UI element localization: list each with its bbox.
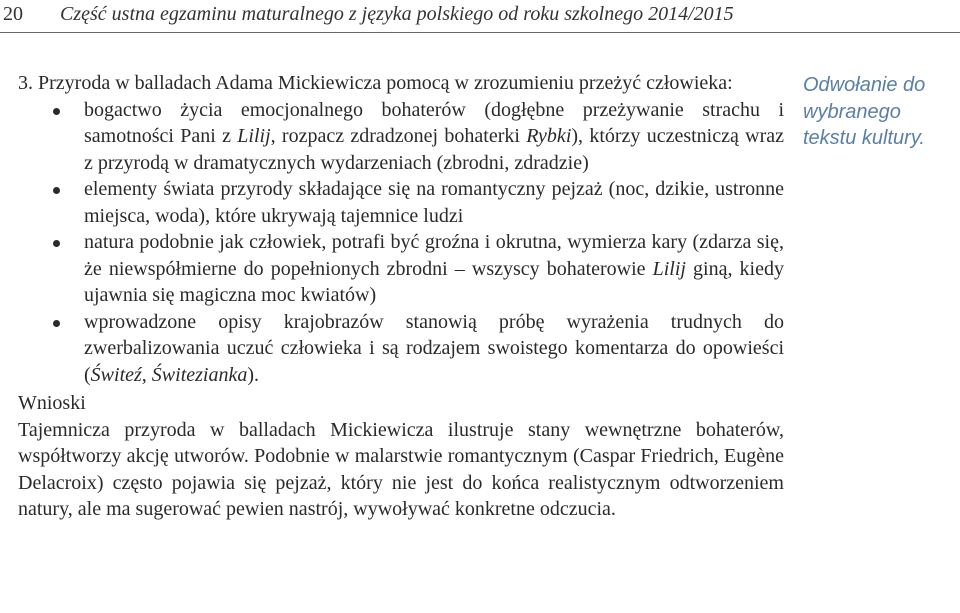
side-note-line: tekstu kultury. <box>803 127 925 149</box>
list-item <box>18 309 784 389</box>
conclusions-heading: Wnioski <box>18 392 86 414</box>
list-item <box>18 176 784 229</box>
side-note-line: wybranego <box>803 100 901 123</box>
conclusions-text: Tajemnicza przyroda w balladach Mickiewicza ilustruje stany wewnętrzne bohaterów, współtworzy akcję utworów. Podobnie w malarstwie romantycznym (Caspar Friedrich, Eugène Delacroix) często pojawia się pejzaż, który nie jest do końca realistycznym odtworzeniem natury, ale ma sugerować pewien nastrój, wywoływać konkretne odczucia. <box>18 418 784 520</box>
title-reference: Lilij <box>237 125 271 147</box>
point-text: , rozpacz zdradzonej bohaterki <box>270 125 527 147</box>
title-reference: Lilij <box>652 257 686 280</box>
header-rule <box>0 32 960 33</box>
bullet-icon <box>53 108 60 115</box>
points-list <box>18 97 784 389</box>
point-text: ), którzy uczestniczą wraz z przyrodą w dramatycznych wydarzeniach (zbrodni, zdradzie) <box>84 125 784 174</box>
point-text: bogactwo życia emocjonalnego bohaterów (dogłębne przeżywanie strachu i samotności Pani z <box>84 98 784 147</box>
page-number: 20 <box>3 3 23 25</box>
point-text: , <box>141 363 152 386</box>
side-note-line: Odwołanie do <box>803 74 926 96</box>
title-reference: Rybki <box>526 125 572 147</box>
list-item <box>18 229 784 309</box>
point-text: ). <box>247 363 260 386</box>
bullet-icon <box>53 187 60 194</box>
bullet-icon <box>53 240 60 247</box>
title-reference: Świteź <box>90 363 142 386</box>
bullet-icon <box>53 320 60 327</box>
title-reference: Świtezianka <box>151 363 248 386</box>
page-header <box>0 0 960 40</box>
point-text: natura podobnie jak człowiek, potrafi być groźna i okrutna, wymierza kary (zdarza się, że niewspółmierne do popełnionych zbrodni – wszyscy bohaterowie <box>84 231 784 280</box>
running-title: Część ustna egzaminu maturalnego z języka polskiego od roku szkolnego 2014/2015 <box>60 3 734 25</box>
section-title: 3. Przyroda w balladach Adama Mickiewicza pomocą w zrozumieniu przeżyć człowieka: <box>18 72 733 94</box>
side-note <box>803 72 953 152</box>
point-text: elementy świata przyrody składające się na romantyczny pejzaż (noc, dzikie, ustronne miejsca, woda), które ukrywają tajemnice ludzi <box>84 178 784 227</box>
point-text: giną, kiedy ujawnia się magiczna moc kwiatów) <box>84 257 784 306</box>
point-text: wprowadzone opisy krajobrazów stanowią próbę wyrażenia trudnych do zwerbalizowania uczuć człowieka i są rodzajem swoistego komentarza do opowieści ( <box>84 310 784 386</box>
list-item <box>18 97 784 177</box>
main-content <box>18 70 784 523</box>
